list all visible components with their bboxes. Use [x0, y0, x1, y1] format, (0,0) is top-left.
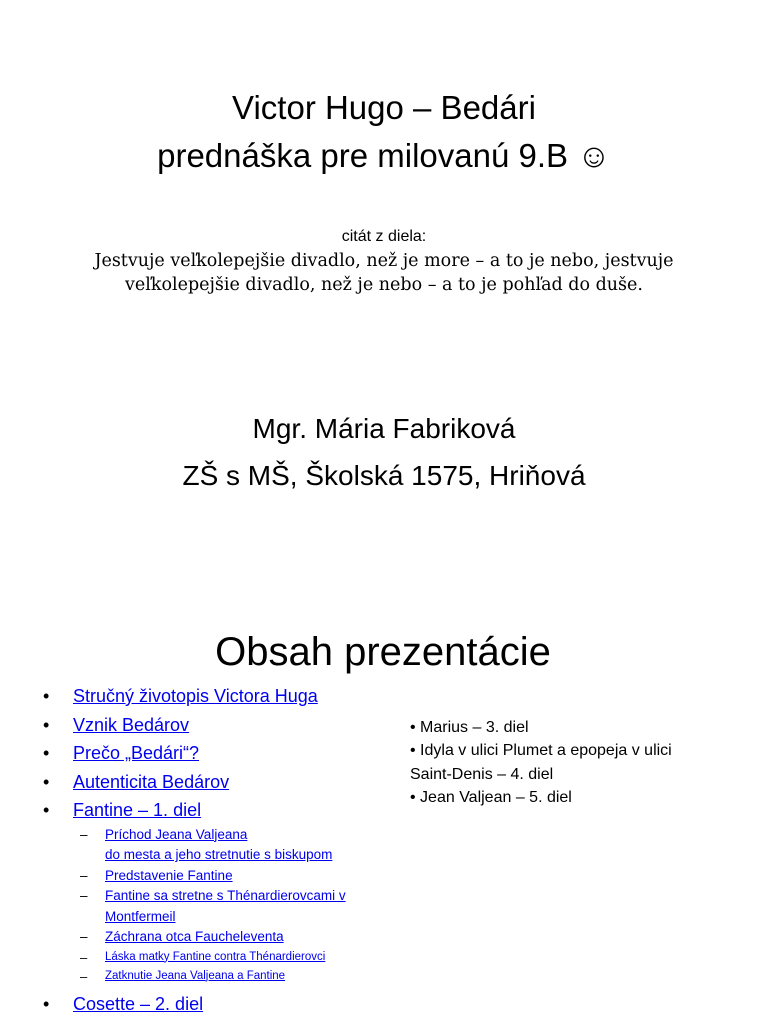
slide-title-line-2: prednáška pre milovanú 9.B ☺ [157, 137, 611, 174]
link-vznik-bedarov[interactable]: Vznik Bedárov [73, 714, 190, 735]
link-zachrana-faucheleventa[interactable]: Záchrana otca Faucheleventa [105, 929, 284, 944]
link-prichod-valjeana-cont[interactable]: do mesta a jeho stretnutie s biskupom [105, 847, 333, 862]
link-prichod-valjeana[interactable]: Príchod Jeana Valjeana [105, 826, 248, 842]
list-subitem [40, 948, 380, 967]
slide-title-line-1: Victor Hugo – Bedári [232, 89, 536, 126]
list-item [40, 990, 380, 1019]
link-autenticita[interactable]: Autenticita Bedárov [73, 771, 230, 792]
list-item [40, 739, 380, 768]
list-item [40, 711, 380, 740]
list-subitem [40, 886, 380, 927]
link-fantine-diel[interactable]: Fantine – 1. diel [73, 800, 202, 820]
link-thenardierovci[interactable]: Fantine sa stretne s Thénardierovcami v [105, 888, 346, 903]
right-line: • Marius – 3. diel [410, 719, 529, 736]
right-line: • Idyla v ulici Plumet a epopeja v ulici [410, 742, 672, 760]
link-predstavenie-fantine[interactable]: Predstavenie Fantine [105, 867, 233, 883]
list-item [40, 796, 380, 825]
contents-list [40, 682, 380, 1018]
link-zatknutie[interactable]: Zatknutie Jeana Valjeana a Fantine [105, 969, 286, 982]
link-montfermeil[interactable]: Montfermeil [105, 908, 176, 924]
link-zivotopis[interactable]: Stručný životopis Victora Huga [73, 686, 318, 706]
author-name: Mgr. Mária Fabriková [252, 413, 516, 444]
link-preco-bedari[interactable]: Prečo „Bedári“? [73, 743, 200, 763]
list-item [40, 768, 380, 797]
list-subitem [40, 866, 380, 887]
quote-label: citát z diela: [341, 228, 427, 245]
list-subitem [40, 967, 380, 986]
quote-line-1: Jestvuje veľkolepejšie divadlo, než je more – a to je nebo, jestvuje [94, 251, 674, 271]
link-cosette-diel[interactable]: Cosette – 2. diel [73, 993, 204, 1014]
right-line: • Jean Valjean – 5. diel [410, 788, 572, 806]
list-subitem [40, 825, 380, 866]
right-line: Saint-Denis – 4. diel [410, 765, 554, 783]
list-item [40, 682, 380, 711]
list-subitem [40, 927, 380, 948]
contents-title: Obsah prezentácie [215, 630, 551, 674]
quote-line-2: veľkolepejšie divadlo, než je nebo – a to je pohľad do duše. [125, 275, 643, 295]
contents-right-column [410, 716, 710, 809]
author-school: ZŠ s MŠ, Školská 1575, Hriňová [182, 460, 586, 491]
link-laska-matky[interactable]: Láska matky Fantine contra Thénardierovci [105, 950, 326, 963]
